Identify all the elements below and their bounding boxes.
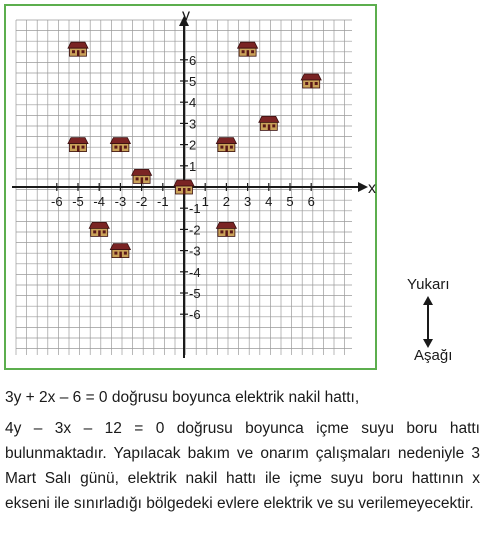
house-icon [68,42,88,56]
direction-up-label: Yukarı [407,276,450,293]
y-tick-label: -2 [189,222,201,238]
x-tick-label: -1 [157,194,169,209]
x-tick-label: 2 [222,194,231,209]
y-tick-label: -4 [189,264,201,280]
problem-line-2: 4y – 3x – 12 = 0 doğrusu boyunca içme suyu boru hattı bulunmaktadır. Yapılacak bakım ve onarım çalışmaları nedeniyle 3 Mart Salı günü, elektrik nakil hattı ile içme suyu boru hattının x ekseni ile sınırladığı bölgedeki evlere elektrik ve su verilemeyecektir. [5,420,480,512]
y-tick-label: 3 [189,116,197,132]
x-tick-label: -4 [93,194,105,209]
x-axis-label: x [368,180,376,197]
x-tick-label: 4 [265,194,273,209]
house-icon [238,42,258,56]
house-icon [68,138,88,152]
problem-text [5,385,480,522]
x-tick-label: 6 [307,194,315,209]
house-icon [174,180,194,194]
y-tick-label: 4 [189,95,197,111]
house-icon [216,138,236,152]
x-tick-label: 5 [286,194,294,209]
y-tick-label: -1 [189,201,201,217]
x-tick-label: -6 [51,194,63,209]
x-axis-arrow-icon [358,182,368,192]
house-icon [110,244,130,258]
direction-down-label: Aşağı [414,347,453,364]
y-axis-label: y [182,7,190,24]
y-tick-label: 6 [189,52,197,68]
y-tick-label: -3 [189,243,201,259]
house-icon [216,222,236,236]
house-icon [259,116,279,130]
x-tick-label: 3 [243,194,252,209]
x-tick-label: 1 [201,194,209,209]
house-icon [132,169,152,183]
x-tick-label: -3 [114,194,127,209]
house-icon [110,138,130,152]
up-down-arrow-icon [420,296,436,348]
x-tick-label: -5 [72,194,84,209]
house-icon [301,74,321,88]
x-tick-label: -2 [135,194,148,209]
y-tick-label: 1 [189,158,197,174]
problem-line-1: 3y + 2x – 6 = 0 doğrusu boyunca elektrik nakil hattı, [5,389,360,406]
y-tick-label: -6 [189,307,201,323]
house-icon [89,222,109,236]
y-tick-label: 2 [189,137,197,153]
y-tick-label: 5 [189,74,197,89]
y-tick-label: -5 [189,286,201,301]
